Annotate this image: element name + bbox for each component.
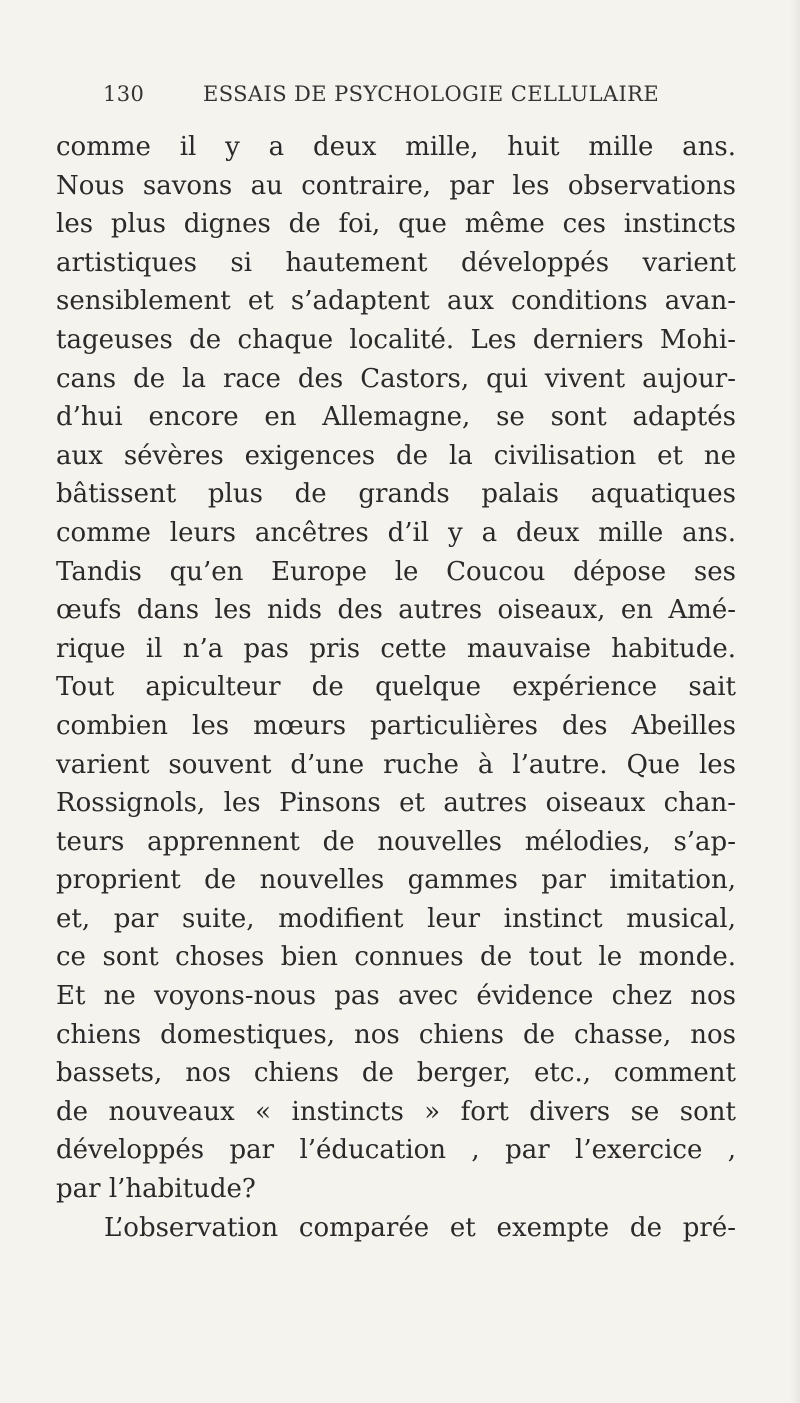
text-line: développés par l’éducation , par l’exercice , <box>56 1135 736 1166</box>
running-head <box>103 82 683 112</box>
text-line: Tout apiculteur de quelque expérience sait <box>56 672 736 703</box>
text-line: rique il n’a pas pris cette mauvaise habitude. <box>56 633 736 664</box>
text-line: comme il y a deux mille, huit mille ans. <box>56 132 736 162</box>
text-line: les plus dignes de foi, que même ces instincts <box>56 209 736 240</box>
text-line: chiens domestiques, nos chiens de chasse, nos <box>56 1019 736 1050</box>
text-line: tageuses de chaque localité. Les derniers Mohi- <box>56 324 736 355</box>
text-line: artistiques si hautement développés varient <box>56 247 736 278</box>
text-line: d’hui encore en Allemagne, se sont adaptés <box>56 402 736 433</box>
text-line: proprient de nouvelles gammes par imitation, <box>56 865 736 896</box>
text-line: bâtissent plus de grands palais aquatiques <box>56 479 736 510</box>
text-line: bassets, nos chiens de berger, etc., comment <box>56 1058 736 1089</box>
text-line: Rossignols, les Pinsons et autres oiseaux chan- <box>56 788 736 819</box>
page-number: 130 <box>103 82 145 106</box>
text-line: de nouveaux « instincts » fort divers se sont <box>56 1096 736 1127</box>
text-line: aux sévères exigences de la civilisation et ne <box>56 440 736 471</box>
running-title: ESSAIS DE PSYCHOLOGIE CELLULAIRE <box>203 82 660 106</box>
text-line: Tandis qu’en Europe le Coucou dépose ses <box>56 556 736 587</box>
text-line: combien les mœurs particulières des Abeilles <box>56 710 736 741</box>
text-line: et, par suite, modifient leur instinct musical, <box>56 903 736 934</box>
text-line: teurs apprennent de nouvelles mélodies, s’ap- <box>56 826 736 857</box>
body-text <box>56 128 736 1247</box>
text-line: comme leurs ancêtres d’il y a deux mille ans. <box>56 517 736 548</box>
text-line: L’observation comparée et exempte de pré- <box>104 1212 736 1243</box>
text-line: Nous savons au contraire, par les observations <box>56 170 736 201</box>
text-line: sensiblement et s’adaptent aux conditions avan- <box>56 286 736 317</box>
text-line: Et ne voyons-nous pas avec évidence chez nos <box>56 981 736 1012</box>
text-line: cans de la race des Castors, qui vivent aujour- <box>56 363 736 394</box>
text-line: œufs dans les nids des autres oiseaux, en Amé- <box>56 595 736 626</box>
text-line: varient souvent d’une ruche à l’autre. Que les <box>56 749 736 780</box>
text-line: ce sont choses bien connues de tout le monde. <box>56 942 736 973</box>
text-line: par l’habitude? <box>56 1174 256 1205</box>
